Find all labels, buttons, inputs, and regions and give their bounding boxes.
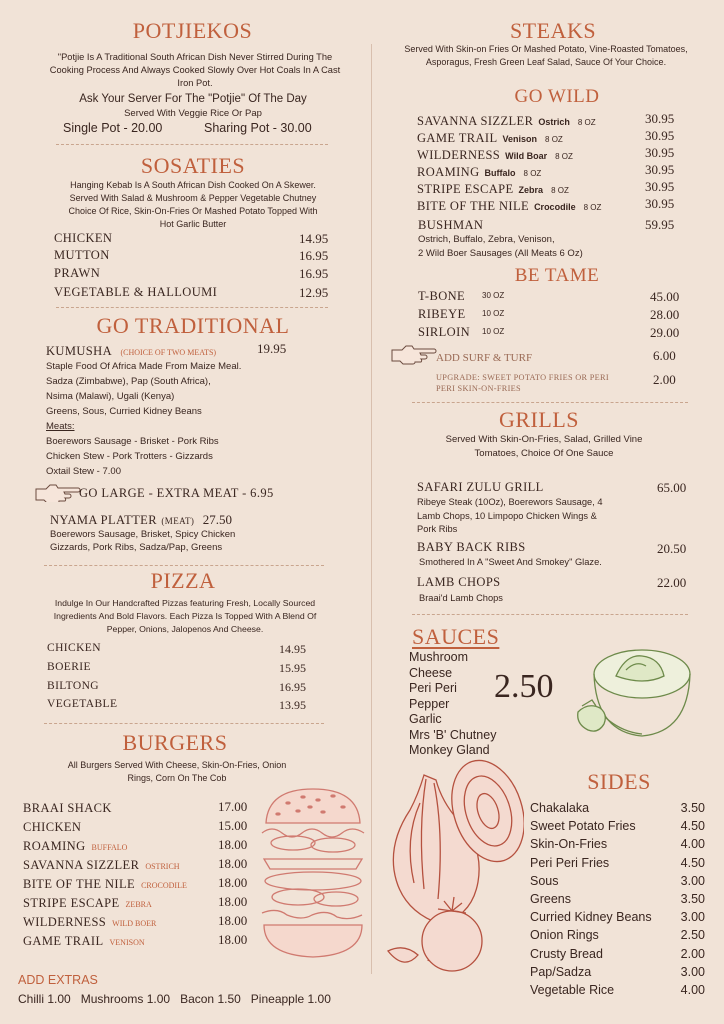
lamb-chops-price: 22.00 xyxy=(657,575,687,590)
betame-name: T-BONE xyxy=(418,289,466,303)
side-price: 3.00 xyxy=(680,910,705,925)
burger-row xyxy=(23,932,145,950)
burger-tag: CROCODILE xyxy=(141,881,187,890)
sosatie-name: VEGETABLE & HALLOUMI xyxy=(54,285,218,299)
burger-name: ROAMING xyxy=(23,839,86,853)
burger-row xyxy=(23,856,180,874)
sauces-price: 2.50 xyxy=(494,668,554,705)
bushman-price: 59.95 xyxy=(645,217,675,232)
pointing-hand-icon xyxy=(34,482,82,502)
divider xyxy=(56,307,328,308)
gowild-meat: Crocodile xyxy=(534,202,576,212)
gowild-name: GAME TRAIL xyxy=(417,131,498,145)
side-name: Onion Rings xyxy=(530,928,599,943)
burger-price: 18.00 xyxy=(218,894,248,909)
side-price: 4.00 xyxy=(680,837,705,852)
side-name: Curried Kidney Beans xyxy=(530,910,652,925)
gowild-row xyxy=(417,180,569,198)
betame-oz: 10 OZ xyxy=(482,309,505,318)
steaks-description: Served With Skin-on Fries Or Mashed Potato, Vine-Roasted Tomatoes, Asporagus, Fresh Green Leaf Salad, Sauce Of Your Choice. xyxy=(404,44,688,67)
meats-label: Meats: xyxy=(46,421,75,432)
gowild-meat: Wild Boar xyxy=(505,151,548,161)
kumusha-line: Sadza (Zimbabwe), Pap (South Africa), xyxy=(46,376,211,387)
sauce-item: Garlic xyxy=(409,712,442,726)
sosatie-name: CHICKEN xyxy=(54,231,113,245)
grills-description: Served With Skin-On-Fries, Salad, Grilled Vine Tomatoes, Choice Of One Sauce xyxy=(445,434,643,459)
side-name: Sweet Potato Fries xyxy=(530,819,636,834)
burger-row xyxy=(23,913,156,931)
gowild-meat: Ostrich xyxy=(538,117,570,127)
divider xyxy=(44,723,324,724)
gowild-row xyxy=(417,197,601,215)
sauces-list xyxy=(409,650,496,759)
side-name: Vegetable Rice xyxy=(530,983,615,997)
sosaties-title: SOSATIES xyxy=(140,153,246,178)
side-price: 3.50 xyxy=(680,801,705,815)
sosatie-name: MUTTON xyxy=(54,248,110,262)
pizza-name: CHICKEN xyxy=(47,642,101,654)
betame-oz: 30 OZ xyxy=(482,291,505,300)
sosatie-price: 16.95 xyxy=(299,266,329,281)
extras-title: ADD EXTRAS xyxy=(18,973,98,987)
extras-list xyxy=(18,992,331,1006)
burger-name: STRIPE ESCAPE xyxy=(23,896,120,910)
side-price: 4.00 xyxy=(680,983,705,997)
nyama-line: Boerewors Sausage, Brisket, Spicy Chicken xyxy=(50,529,236,540)
side-name: Crusty Bread xyxy=(530,946,603,961)
burger-row xyxy=(23,875,187,893)
gowild-price: 30.95 xyxy=(645,162,675,177)
divider xyxy=(56,144,328,145)
burger-name: GAME TRAIL xyxy=(23,934,104,948)
kumusha-line: Greens, Sous, Curried Kidney Beans xyxy=(46,406,202,417)
burger-row xyxy=(23,894,152,912)
burger-price: 18.00 xyxy=(218,913,248,928)
meats-line: Oxtail Stew - 7.00 xyxy=(46,466,121,477)
sauce-bowl-illustration xyxy=(576,632,696,750)
bushman-description xyxy=(418,233,583,261)
betame-title: BE TAME xyxy=(514,265,600,286)
burger-tag: OSTRICH xyxy=(145,862,180,871)
gowild-name: BITE OF THE NILE xyxy=(417,199,530,213)
side-row xyxy=(530,928,705,942)
gowild-price: 30.95 xyxy=(645,145,675,160)
nyama-tag: (MEAT) xyxy=(161,516,195,526)
sauce-item: Mrs 'B' Chutney xyxy=(409,727,497,742)
extra-item: Chilli 1.00 xyxy=(18,992,71,1006)
side-name: Peri Peri Fries xyxy=(530,855,610,870)
burgers-title: BURGERS xyxy=(122,730,228,755)
bushman-name: BUSHMAN xyxy=(418,218,484,232)
burger-name: BITE OF THE NILE xyxy=(23,877,136,891)
meats-line: Boerewors Sausage - Brisket - Pork Ribs xyxy=(46,436,219,447)
gowild-oz: 8 OZ xyxy=(583,203,602,212)
sauce-item: Monkey Gland xyxy=(409,743,490,757)
sauces-title: SAUCES xyxy=(412,624,500,649)
pizza-price: 14.95 xyxy=(279,642,306,656)
burger-price: 18.00 xyxy=(218,932,248,947)
betame-price: 45.00 xyxy=(650,289,680,304)
kumusha-row xyxy=(46,342,216,360)
gowild-price: 30.95 xyxy=(645,128,675,143)
betame-name: SIRLOIN xyxy=(418,325,471,339)
betame-name: RIBEYE xyxy=(418,307,466,321)
surf-turf: ADD SURF & TURF xyxy=(436,352,533,364)
burger-price: 18.00 xyxy=(218,856,248,871)
nyama-line: Gizzards, Pork Ribs, Sadza/Pap, Greens xyxy=(50,542,223,553)
gowild-name: ROAMING xyxy=(417,165,480,179)
potjiekos-single: Single Pot - 20.00 xyxy=(63,121,163,135)
gowild-name: SAVANNA SIZZLER xyxy=(417,114,534,128)
pizza-name: BILTONG xyxy=(47,680,100,692)
kumusha-line: Nsima (Malawi), Ugali (Kenya) xyxy=(46,391,175,402)
burger-price: 18.00 xyxy=(218,837,248,852)
baby-ribs-name: BABY BACK RIBS xyxy=(417,540,526,554)
burger-name: CHICKEN xyxy=(23,820,82,834)
surf-turf-price: 6.00 xyxy=(653,348,676,363)
kumusha-price: 19.95 xyxy=(257,341,287,356)
sosatie-price: 14.95 xyxy=(299,231,329,246)
side-row xyxy=(530,837,705,851)
burger-name: SAVANNA SIZZLER xyxy=(23,858,140,872)
burger-tag: ZEBRA xyxy=(125,900,152,909)
side-row xyxy=(530,892,705,906)
pizza-price: 13.95 xyxy=(279,698,306,712)
side-price: 4.50 xyxy=(680,819,705,834)
betame-oz: 10 OZ xyxy=(482,327,505,336)
extra-item: Bacon 1.50 xyxy=(180,992,241,1006)
kumusha-name: KUMUSHA xyxy=(46,344,113,358)
betame-price: 29.00 xyxy=(650,325,680,340)
gowild-oz: 8 OZ xyxy=(577,118,596,127)
divider xyxy=(412,614,688,615)
safari-name: SAFARI ZULU GRILL xyxy=(417,480,544,494)
side-price: 2.50 xyxy=(680,928,705,943)
upgrade-text: UPGRADE: SWEET POTATO FRIES OR PERI PERI SKIN-ON-FRIES xyxy=(436,373,609,393)
kumusha-description xyxy=(46,359,241,479)
betame-price: 28.00 xyxy=(650,307,680,322)
divider xyxy=(412,402,688,403)
side-name: Skin-On-Fries xyxy=(530,837,608,852)
gowild-row xyxy=(417,112,596,130)
sauce-item: Cheese xyxy=(409,665,453,680)
burger-tag: BUFFALO xyxy=(91,843,128,852)
potjiekos-description: "Potjie Is A Traditional South African Dish Never Stirred During The Cooking Process And Always Cooked Slowly Over Hot Coals In A Cast Iron Pot. xyxy=(49,52,341,88)
sauce-item: Mushroom xyxy=(409,650,469,664)
burger-name: BRAAI SHACK xyxy=(23,801,112,815)
potjiekos-ask: Ask Your Server For The "Potjie" Of The Day xyxy=(79,93,307,105)
gowild-meat: Buffalo xyxy=(484,168,516,178)
baby-ribs-description: Smothered In A "Sweet And Smokey" Glaze. xyxy=(419,557,602,567)
safari-price: 65.00 xyxy=(657,480,687,495)
grills-title: GRILLS xyxy=(499,407,579,432)
pizza-name: VEGETABLE xyxy=(47,698,118,710)
side-price: 4.50 xyxy=(680,855,705,870)
gowild-oz: 8 OZ xyxy=(551,186,569,195)
safari-description: Ribeye Steak (10Oz), Boerewors Sausage, 4 Lamb Chops, 10 Limpopo Chicken Wings & Pork Ribs xyxy=(417,497,603,534)
side-price: 3.50 xyxy=(680,892,705,906)
lamb-chops-name: LAMB CHOPS xyxy=(417,575,501,589)
meats-line: Chicken Stew - Pork Trotters - Gizzards xyxy=(46,451,213,462)
potjiekos-served: Served With Veggie Rice Or Pap xyxy=(124,108,262,119)
side-price: 2.00 xyxy=(680,946,705,961)
pizza-name: BOERIE xyxy=(47,661,91,673)
baby-ribs-price: 20.50 xyxy=(657,541,687,556)
side-price: 3.00 xyxy=(680,964,705,979)
nyama-description xyxy=(50,528,235,554)
pizza-title: PIZZA xyxy=(150,568,216,593)
side-name: Greens xyxy=(530,892,571,906)
side-row xyxy=(530,965,705,979)
sides-title: SIDES xyxy=(587,769,651,794)
sosatie-price: 16.95 xyxy=(299,248,329,263)
gowild-price: 30.95 xyxy=(645,196,675,211)
steaks-title: STEAKS xyxy=(509,18,597,43)
gowild-oz: 8 OZ xyxy=(545,135,563,144)
side-row xyxy=(530,819,705,833)
burgers-description: All Burgers Served With Cheese, Skin-On-Fries, Onion Rings, Corn On The Cob xyxy=(67,760,287,783)
gowild-price: 30.95 xyxy=(645,179,675,194)
burger-tag: VENISON xyxy=(109,938,145,947)
burger-price: 17.00 xyxy=(218,799,248,814)
potjiekos-title: POTJIEKOS xyxy=(132,18,253,43)
burger-name: WILDERNESS xyxy=(23,915,107,929)
kumusha-line: Staple Food Of Africa Made From Maize Meal. xyxy=(46,361,242,372)
column-divider xyxy=(371,44,372,974)
upgrade-price: 2.00 xyxy=(653,372,676,387)
gowild-oz: 8 OZ xyxy=(555,152,573,161)
gowild-name: STRIPE ESCAPE xyxy=(417,182,514,196)
burger-row xyxy=(23,837,127,855)
side-name: Sous xyxy=(530,873,559,888)
extra-item: Pineapple 1.00 xyxy=(250,992,331,1006)
traditional-title: GO TRADITIONAL xyxy=(96,313,290,338)
side-row xyxy=(530,801,705,815)
bushman-line: 2 Wild Boer Sausages (All Meats 6 Oz) xyxy=(418,248,583,259)
burger-row xyxy=(23,818,81,836)
pointing-hand-icon xyxy=(390,341,438,365)
extra-item: Mushrooms 1.00 xyxy=(80,992,171,1006)
gowild-price: 30.95 xyxy=(645,111,675,126)
gowild-meat: Zebra xyxy=(518,185,544,195)
pizza-description: Indulge In Our Handcrafted Pizzas featuring Fresh, Locally Sourced Ingredients And Bold Flavors. Each Pizza Is Topped With A Blend Of Pepper, Onions, Jalopenos And Cheese. xyxy=(53,598,317,634)
gowild-row xyxy=(417,129,563,147)
side-row xyxy=(530,856,705,870)
side-row xyxy=(530,947,705,961)
divider xyxy=(44,565,324,566)
side-row xyxy=(530,910,705,924)
gowild-row xyxy=(417,146,573,164)
pizza-price: 16.95 xyxy=(279,680,306,694)
sosatie-price: 12.95 xyxy=(299,285,329,300)
burger-illustration xyxy=(258,785,368,963)
side-row xyxy=(530,874,705,888)
kumusha-tag: (CHOICE OF TWO MEATS) xyxy=(120,348,217,357)
potjiekos-sharing: Sharing Pot - 30.00 xyxy=(204,121,312,135)
sosatie-name: PRAWN xyxy=(54,266,101,280)
burger-tag: WILD BOER xyxy=(112,919,157,928)
burger-price: 15.00 xyxy=(218,818,248,833)
bushman-line: Ostrich, Buffalo, Zebra, Venison, xyxy=(418,234,555,245)
gowild-row xyxy=(417,163,541,181)
sauce-item: Pepper xyxy=(409,696,450,711)
gowild-title: GO WILD xyxy=(514,86,600,107)
side-row xyxy=(530,983,705,997)
gowild-name: WILDERNESS xyxy=(417,148,501,162)
burger-price: 18.00 xyxy=(218,875,248,890)
pizza-price: 15.95 xyxy=(279,661,306,675)
side-name: Chakalaka xyxy=(530,801,590,815)
lamb-chops-description: Braai'd Lamb Chops xyxy=(419,593,503,603)
nyama-price: 27.50 xyxy=(202,512,233,527)
side-name: Pap/Sadza xyxy=(530,964,592,979)
go-large: GO LARGE - EXTRA MEAT - 6.95 xyxy=(79,486,274,500)
gowild-meat: Venison xyxy=(502,134,538,144)
nyama-row xyxy=(50,511,232,529)
side-price: 3.00 xyxy=(680,873,705,888)
nyama-name: NYAMA PLATTER xyxy=(50,513,157,527)
sauce-item: Peri Peri xyxy=(409,681,457,695)
burger-row xyxy=(23,799,112,817)
sosaties-description: Hanging Kebab Is A South African Dish Cooked On A Skewer. Served With Salad & Mushroom & Pepper Vegetable Chutney Choice Of Rice, Skin-On-Fries Or Mashed Potato Topped With Hot Garlic Butter xyxy=(68,180,318,229)
gowild-oz: 8 OZ xyxy=(523,169,542,178)
